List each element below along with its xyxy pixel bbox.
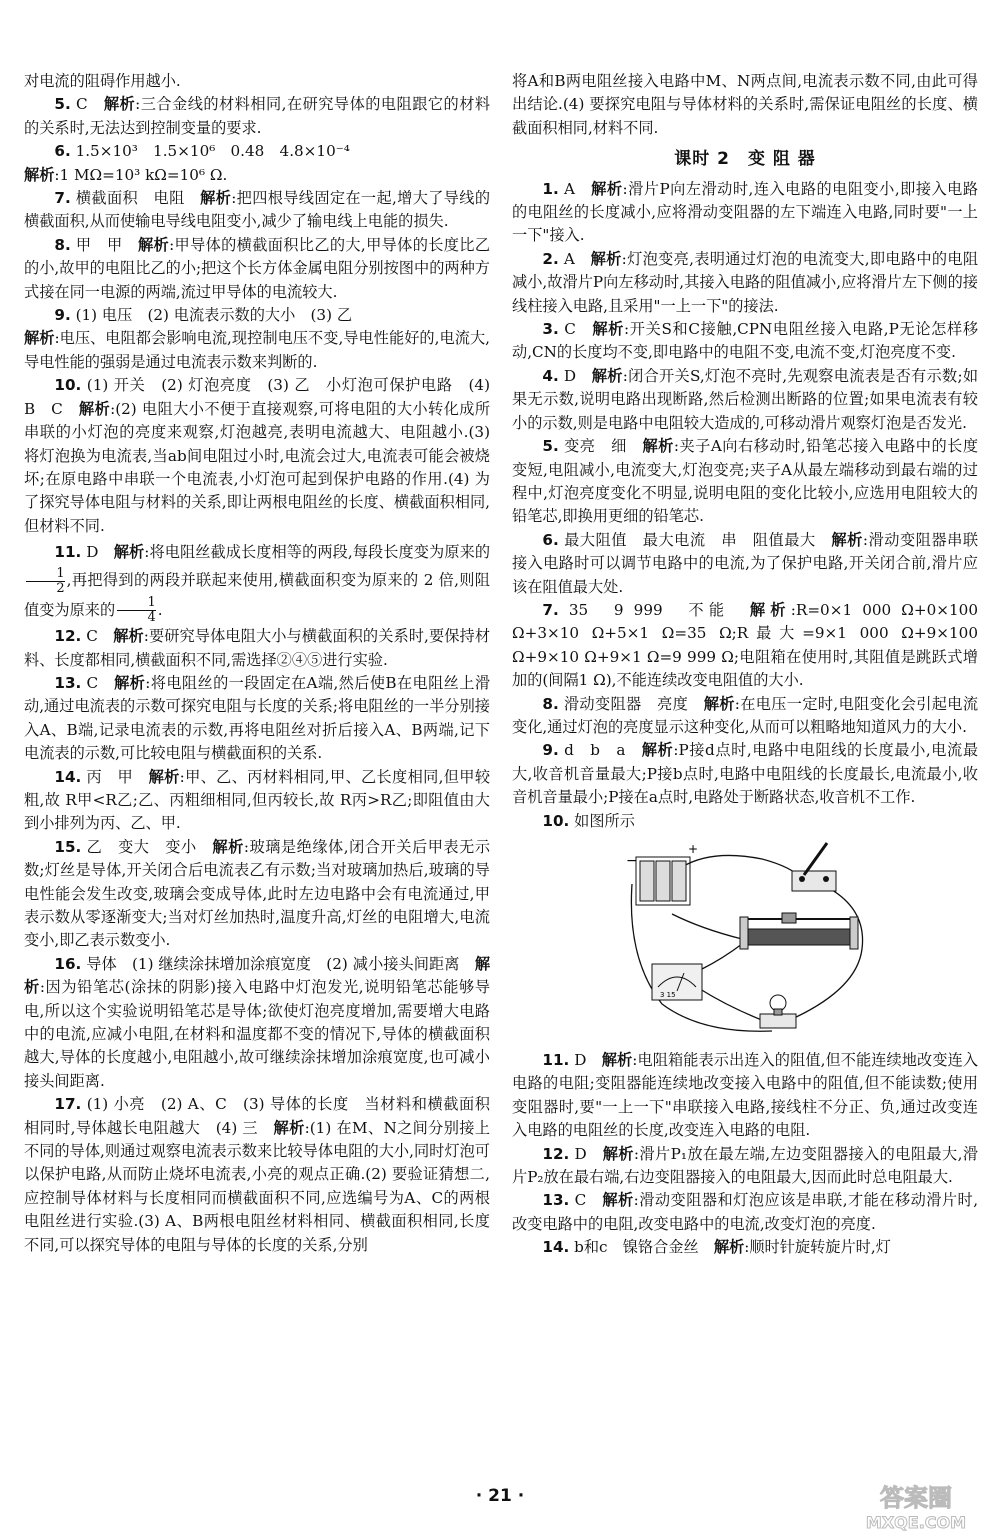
ammeter-scale: 3 15 — [660, 991, 676, 999]
answer-r3: 3. C 解析:开关S和C接触,CPN电阻丝接入电路,P无论怎样移动,CN的长度均不变,即电路中的电阻不变,电流不变,灯泡亮度不变. — [512, 320, 979, 362]
answer-14: 14. 丙 甲 解析:甲、乙、丙材料相同,甲、乙长度相同,但甲较粗,故 R甲<R乙;乙、丙粗细相同,但丙较长,故 R丙>R乙;即阻值由大到小排列为丙、乙、甲. — [24, 767, 491, 833]
wire-rheostat-meter — [702, 944, 742, 969]
answer-17: 17. (1) 小亮 (2) A、C (3) 导体的长度 当材料和横截面积相同时,导体越长电阻越大 (4) 三 解析:(1) 在M、N之间分别接上不同的导体,则通过观察电流表示数来比较导体电阻的大小,同时灯泡可以保护电路,从而防止烧坏电流表,小亮的观点正确.(2) 要验证猜想二,应控制导体材料与长度相同而横截面积不同,应选编号为A、C的两根电阻丝进行实验.(3) A、B两根电阻丝材料相同、横截面积相同,长度不同,可以探究导体的电阻与导体的长度的关系,分别 — [24, 1095, 491, 1254]
answer-16: 16. 导体 (1) 继续涂抹增加涂痕宽度 (2) 减小接头间距离 解析:因为铅笔芯(涂抹的阴影)接入电路中灯泡发光,说明铅笔芯能够导电,所以这个实验说明铅笔芯是导体;欲使灯泡亮度增加,需要增大电路中的电流,应减小电阻,在材料和温度都不变的情况下,导体的横截面积越大,导体的长度越小,电阻越小,故可继续涂抹增加涂痕宽度,也可减小接头间距离. — [24, 954, 491, 1090]
svg-text:答案圈: 答案圈 — [880, 1484, 952, 1512]
answer-11: 11. D 解析:将电阻丝截成长度相等的两段,每段长度变为原来的 $\frac{1}{2}$ ,再把得到的两段并联起来使用,横截面积变为原来的 2 倍,则阻值变为原来的 $\frac{1}{4}$ . — [24, 543, 491, 626]
answer-r4: 4. D 解析:闭合开关S,灯泡不亮时,先观察电流表是否有示数;如果无示数,说明电路出现断路,然后检测出断路的位置;如果电流表有较小的示数,则是电路中电阻较大造成的,可移动滑片观察灯泡是否发光. — [512, 366, 979, 432]
answer-r7: 7. 35 9 999 不能 解析:R=0×1 000 Ω+0×100 Ω+3×10 Ω+5×1 Ω=35 Ω;R最大=9×1 000 Ω+9×100 Ω+9×10 Ω+9×1 Ω=9 999 Ω;电阻箱在使用时,其阻值是跳跃式增加的(间隔1 Ω),不能连续改变电阻值的大小. — [512, 600, 978, 690]
answer-r14: 14. b和c 镍铬合金丝 解析:顺时针旋转旋片时,灯 — [542, 1238, 891, 1257]
answer-6-explanation: 解析:1 MΩ=10³ kΩ=10⁶ Ω. — [24, 165, 228, 184]
rheostat-icon — [740, 913, 858, 949]
answer-8: 8. 甲 甲 解析:甲导体的横截面积比乙的大,甲导体的长度比乙的小,故甲的电阻比乙的小;把这个长方体金属电阻分别按图中的两种方式接在同一电源的两端,流过甲导体的电流较大. — [24, 235, 491, 301]
switch-icon — [792, 843, 836, 891]
paragraph-continuation: 对电流的阻碍作用越小. — [24, 72, 181, 90]
right-column — [512, 70, 978, 1260]
wire-left — [631, 884, 772, 1031]
answer-6: 6. 1.5×10³ 1.5×10⁶ 0.48 4.8×10⁻⁴ — [54, 142, 350, 161]
paragraph-continuation: 将A和B两电阻丝接入电路中M、N两点间,电流表示数不同,由此可得出结论.(4) 要探究电阻与导体材料的关系时,需保证电阻丝的长度、横截面积相同,材料不同. — [512, 72, 978, 137]
answer-12: 12. C 解析:要研究导体电阻大小与横截面积的关系时,要保持材料、长度都相同,横截面积不同,需选择②④⑤进行实验. — [24, 627, 491, 669]
wire-battery-rheostat — [672, 914, 742, 939]
answer-r9: 9. d b a 解析:P接d点时,电路中电阻线的长度最小,电流最大,收音机音量最大;P接b点时,电路中电阻线的长度最长,电流最小,收音机音量最小;P接在a点时,电路处于断路状态,收音机不工作. — [512, 741, 979, 807]
answer-10: 10. (1) 开关 (2) 灯泡亮度 (3) 乙 小灯泡可保护电路 (4) B C 解析:(2) 电阻大小不便于直接观察,可将电阻的大小转化成所串联的小灯泡的亮度来观察,灯泡越亮,表明电流越大、电阻越小.(3) 将灯泡换为电流表,当ab间电阻过小时,电流会过大,电流表可能会被烧坏;在原电路中串联一个电流表,小灯泡可起到保护电路的作用.(4) 为了探究导体电阻与材料的关系,即让两根电阻丝的长度、横截面积相同,但材料不同. — [24, 376, 491, 535]
battery-icon — [636, 857, 690, 905]
plus-sign: + — [688, 842, 699, 856]
answer-13: 13. C 解析:将电阻丝的一段固定在A端,然后使B在电阻丝上滑动,通过电流表的示数可探究电阻与长度的关系;将电阻丝的一半分别接入A、B端,记录电流表的示数,再将电阻丝对折后接入A、B两端,记下电流表的示数,可比较电阻与横截面积的关系. — [24, 673, 491, 763]
answer-9: 9. (1) 电压 (2) 电流表示数的大小 (3) 乙 — [54, 306, 353, 325]
answer-r2: 2. A 解析:灯泡变亮,表明通过灯泡的电流变大,即电路中的电阻减小,故滑片P向左移动时,其接入电路的阻值减小,应将滑片左下侧的接线柱接入电路,且采用"一上一下"的接法. — [512, 249, 979, 315]
circuit-diagram — [622, 839, 872, 1039]
minus-sign: − — [626, 853, 638, 869]
answer-r12: 12. D 解析:滑片P₁放在最左端,左边变阻器接入的电阻最大,滑片P₂放在最右端,右边变阻器接入的电阻最大,因而此时总电阻最大. — [512, 1144, 979, 1187]
light-bulb-icon — [760, 995, 796, 1028]
wire-top — [682, 855, 802, 879]
answer-7: 7. 横截面积 电阻 解析:把四根导线固定在一起,增大了导线的横截面积,从而使输电导线电阻变小,减少了输电线上电能的损失. — [24, 189, 491, 231]
svg-text:MXQE.COM: MXQE.COM — [865, 1513, 967, 1532]
answer-r5: 5. 变亮 细 解析:夹子A向右移动时,铅笔芯接入电路中的长度变短,电阻减小,电流变大,灯泡变亮;夹子A从最左端移动到最右端的过程中,灯泡亮度变化不明显,说明电阻的变化比较小,应选用电阻较大的铅笔芯,即换用更细的铅笔芯. — [512, 437, 979, 526]
fraction-one-quarter: $\frac{1}{4}$ — [117, 596, 156, 625]
page-number: · 21 · — [475, 1486, 525, 1506]
answer-9-explanation: 解析:电压、电阻都会影响电流,现控制电压不变,导电性能好的,电流大,导电性能的强弱是通过电流表示数来判断的. — [24, 329, 491, 371]
answer-5: 5. C 解析:三合金线的材料相同,在研究导体的电阻跟它的材料的关系时,无法达到控制变量的要求. — [24, 95, 491, 137]
watermark-logo — [846, 1478, 986, 1534]
answer-r11: 11. D 解析:电阻箱能表示出连入的阻值,但不能连续地改变连入电路的电阻;变阻器能连续地改变接入电路中的阻值,但不能读数;使用变阻器时,要"一上一下"串联接入电路,接线柱不分正、负,通过改变连入电路的电阻丝的长度,改变连入电路的电阻. — [512, 1051, 979, 1140]
section-title: 课时 2 变 阻 器 — [674, 149, 816, 170]
answer-r1: 1. A 解析:滑片P向左滑动时,连入电路的电阻变小,即接入电路的电阻丝的长度减小,应将滑动变阻器的左下端连入电路,同时要"一上一下"接入. — [512, 179, 979, 245]
answer-r8: 8. 滑动变阻器 亮度 解析:在电压一定时,电阻变化会引起电流变化,通过灯泡的亮度显示这种变化,从而可以粗略地知道风力的大小. — [512, 694, 979, 736]
answer-r13: 13. C 解析:滑动变阻器和灯泡应该是串联,才能在移动滑片时,改变电路中的电阻,改变电路中的电流,改变灯泡的亮度. — [512, 1191, 979, 1233]
fraction-one-half: $\frac{1}{2}$ — [26, 567, 65, 596]
wire-right — [792, 887, 863, 1019]
answer-r6: 6. 最大阻值 最大电流 串 阻值最大 解析:滑动变阻器串联接入电路时可以调节电路中的电流,为了保护电路,开关闭合前,滑片应该在阻值最大处. — [512, 530, 979, 596]
left-column — [24, 70, 490, 1257]
answer-r10: 10. 如图所示 — [542, 811, 635, 830]
answer-15: 15. 乙 变大 变小 解析:玻璃是绝缘体,闭合开关后甲表无示数;灯丝是导体,开关闭合后电流表乙有示数;当对玻璃加热后,玻璃的导电性能会发生改变,玻璃会变成导体,此时左边电路中会有电流通过,甲表示数从零逐渐变大;当对灯丝加热时,温度升高,灯丝的电阻增大,电流变小,即乙表示数变小. — [24, 837, 491, 950]
